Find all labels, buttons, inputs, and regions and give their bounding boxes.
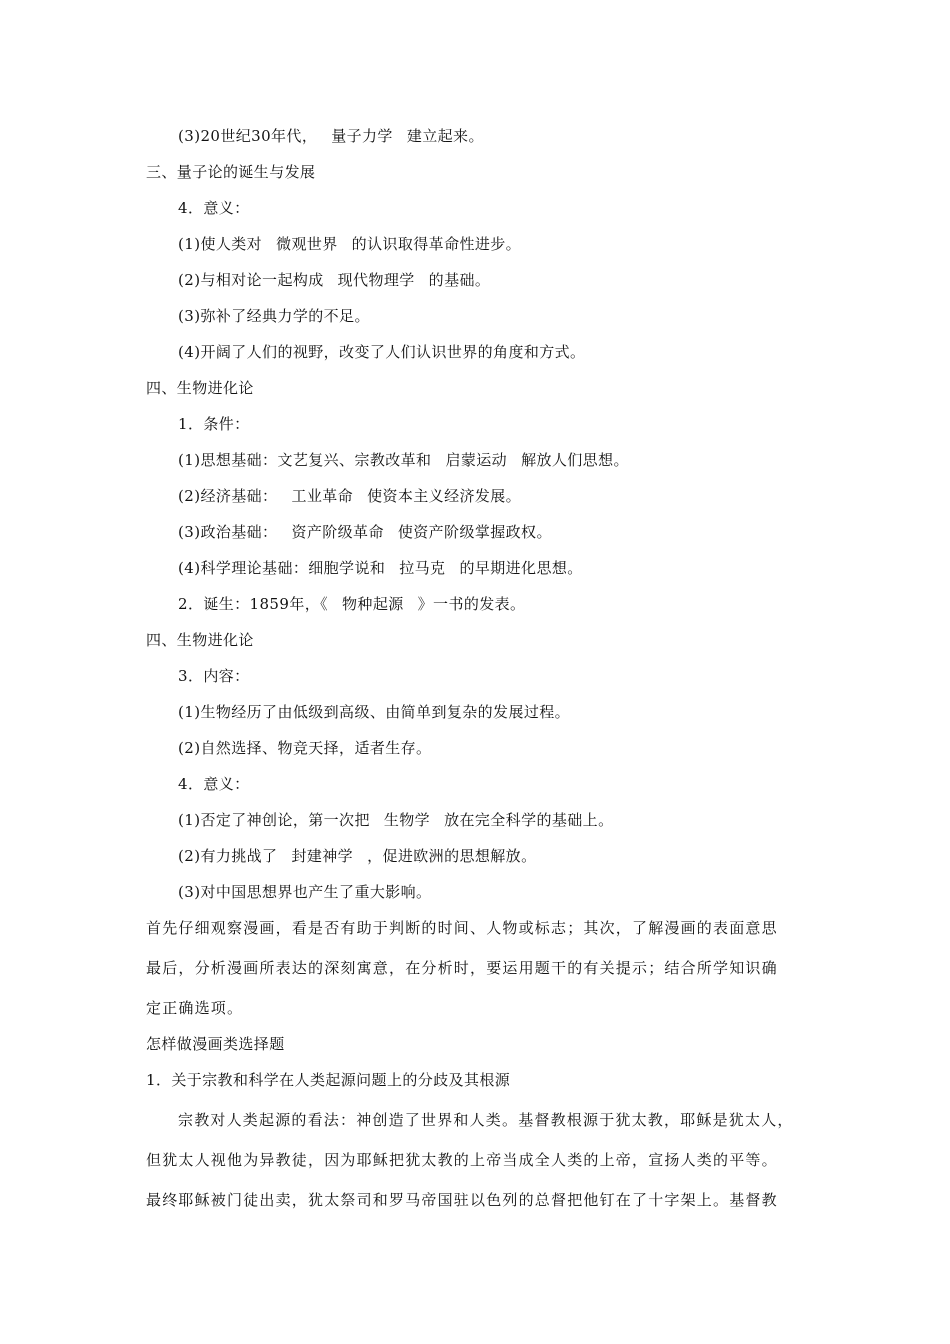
fill-in-answer: 量子力学 <box>331 127 393 145</box>
section-heading: 四、生物进化论 <box>146 631 254 649</box>
text-line: (3)政治基础： 资产阶级革命 使资产阶级掌握政权。 <box>178 523 552 541</box>
fill-in-answer: 生物学 <box>383 811 431 829</box>
paragraph-line: 宗教对人类起源的看法：神创造了世界和人类。基督教根源于犹太教，耶稣是犹太人， <box>178 1111 794 1129</box>
text-line: (3)20世纪30年代， 量子力学 建立起来。 <box>178 127 484 145</box>
fill-in-answer: 拉马克 <box>399 559 446 577</box>
text-line: 2．诞生：1859年，《 物种起源 》一书的发表。 <box>178 595 526 613</box>
heading-line: 怎样做漫画类选择题 <box>146 1035 285 1053</box>
paragraph-line: 首先仔细观察漫画，看是否有助于判断的时间、人物或标志；其次，了解漫画的表面意思 <box>146 919 778 937</box>
text-line: (2)与相对论一起构成 现代物理学 的基础。 <box>178 271 491 289</box>
heading-line: 1．关于宗教和科学在人类起源问题上的分歧及其根源 <box>146 1071 511 1089</box>
fill-in-answer: 物种起源 <box>342 595 404 613</box>
paragraph-line: 最后，分析漫画所表达的深刻寓意，在分析时，要运用题干的有关提示；结合所学知识确 <box>146 959 778 977</box>
fill-in-answer: 工业革命 <box>291 487 354 505</box>
subsection-heading: 4．意义： <box>178 775 250 793</box>
paragraph-line: 但犹太人视他为异教徒，因为耶稣把犹太教的上帝当成全人类的上帝，宣扬人类的平等。 <box>146 1151 778 1169</box>
fill-in-answer: 启蒙运动 <box>445 451 508 469</box>
text-line: (1)思想基础：文艺复兴、宗教改革和 启蒙运动 解放人们思想。 <box>178 451 629 469</box>
text-line: (1)使人类对 微观世界 的认识取得革命性进步。 <box>178 235 522 253</box>
text-line: (3)弥补了经典力学的不足。 <box>178 307 370 325</box>
subsection-heading: 3．内容： <box>178 667 250 685</box>
subsection-heading: 1．条件： <box>178 415 250 433</box>
subsection-heading: 4．意义： <box>178 199 250 217</box>
fill-in-answer: 封建神学 <box>291 847 354 865</box>
text-line: (1)否定了神创论，第一次把 生物学 放在完全科学的基础上。 <box>178 811 614 829</box>
fill-in-answer: 资产阶级革命 <box>291 523 384 541</box>
text-line: (3)对中国思想界也产生了重大影响。 <box>178 883 432 901</box>
paragraph-line: 最终耶稣被门徒出卖，犹太祭司和罗马帝国驻以色列的总督把他钉在了十字架上。基督教 <box>146 1191 778 1209</box>
paragraph-line: 定正确选项。 <box>146 999 244 1017</box>
section-heading: 三、量子论的诞生与发展 <box>146 163 316 181</box>
text-line: (4)开阔了人们的视野，改变了人们认识世界的角度和方式。 <box>178 343 586 361</box>
section-heading: 四、生物进化论 <box>146 379 254 397</box>
text-line: (2)经济基础： 工业革命 使资本主义经济发展。 <box>178 487 522 505</box>
fill-in-answer: 微观世界 <box>276 235 338 253</box>
text-line: (2)有力挑战了 封建神学 ，促进欧洲的思想解放。 <box>178 847 537 865</box>
text-line: (1)生物经历了由低级到高级、由简单到复杂的发展过程。 <box>178 703 571 721</box>
text-line: (2)自然选择、物竞天择，适者生存。 <box>178 739 432 757</box>
text-line: (4)科学理论基础：细胞学说和 拉马克 的早期进化思想。 <box>178 559 583 577</box>
fill-in-answer: 现代物理学 <box>337 271 415 289</box>
